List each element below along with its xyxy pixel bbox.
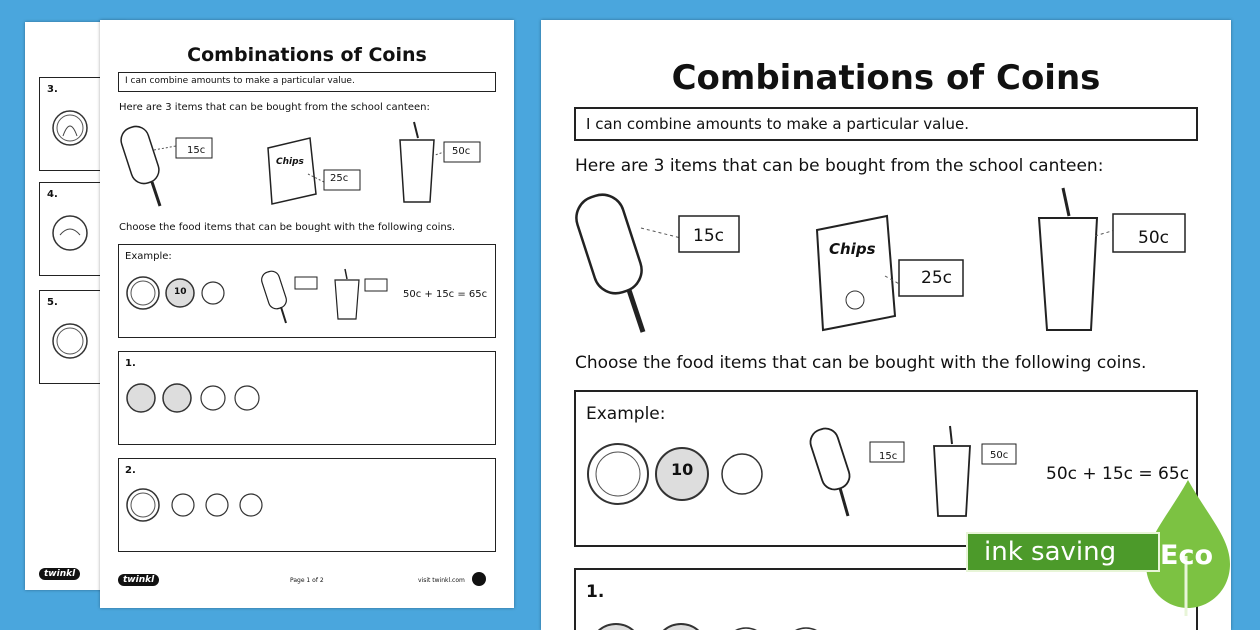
objective-text-large: I can combine amounts to make a particular value. [586, 115, 970, 133]
ice-block-price-small: 15c [879, 451, 898, 462]
example-box [118, 244, 496, 338]
cola-price: 50c [452, 146, 471, 157]
ice-block-icon [118, 120, 228, 210]
question-3-number: 3. [47, 84, 58, 95]
coin-icon [50, 321, 90, 361]
ten-coin-value-large: 10 [671, 460, 694, 479]
twinkl-logo: twinkl [118, 574, 159, 586]
objective-text: I can combine amounts to make a particular value. [125, 76, 355, 86]
cola-icon [392, 120, 502, 215]
cola-price-small: 50c [990, 450, 1009, 461]
question-1-number-large: 1. [586, 582, 605, 602]
chips-label: Chips [276, 157, 304, 167]
page-title: Combinations of Coins [187, 44, 427, 66]
instruction-text: Choose the food items that can be bought with the following coins. [119, 222, 456, 233]
cola-icon [1027, 186, 1197, 336]
coin-icon [586, 620, 846, 630]
intro-text: Here are 3 items that can be bought from the school canteen: [119, 102, 430, 113]
chips-price: 25c [330, 173, 349, 184]
coin-icon [125, 382, 285, 422]
example-equation-large: 50c + 15c = 65c [1046, 464, 1190, 484]
question-2-number: 2. [125, 465, 136, 476]
ice-block-price: 15c [187, 145, 206, 156]
coin-icon [50, 108, 90, 148]
example-equation: 50c + 15c = 65c [403, 289, 488, 300]
chips-label-large: Chips [829, 240, 876, 258]
small-page [100, 20, 514, 608]
intro-text-large: Here are 3 items that can be bought from the school canteen: [575, 156, 1104, 176]
objective-box [118, 72, 496, 92]
chips-price-large: 25c [921, 268, 952, 288]
chips-icon [799, 192, 979, 342]
question-2-box [118, 458, 496, 552]
question-5-number: 5. [47, 297, 58, 308]
ten-coin-value: 10 [174, 287, 187, 297]
page-number: Page 1 of 2 [290, 577, 324, 584]
site-url: visit twinkl.com [418, 577, 465, 584]
twinkl-logo: twinkl [39, 568, 80, 580]
example-label-large: Example: [586, 404, 666, 424]
ice-block-icon [259, 267, 329, 337]
badge-logo [472, 572, 486, 586]
ink-saving-banner [966, 532, 1160, 572]
objective-box-large [574, 107, 1198, 141]
ice-block-icon [571, 186, 751, 336]
chips-icon [258, 124, 368, 214]
coin-icon [125, 487, 285, 531]
ink-saving-text: ink saving [984, 537, 1117, 567]
cola-price-large: 50c [1138, 228, 1169, 248]
page-title-large: Combinations of Coins [671, 58, 1101, 98]
question-4-number: 4. [47, 189, 58, 200]
eco-text: Eco [1160, 540, 1213, 571]
ink-saving-badge [966, 476, 1258, 616]
ice-block-icon [808, 424, 908, 524]
instruction-text-large: Choose the food items that can be bought with the following coins. [575, 353, 1147, 373]
coin-icon [50, 213, 90, 253]
question-1-number: 1. [125, 358, 136, 369]
example-label: Example: [125, 251, 172, 262]
ice-block-price-large: 15c [693, 226, 724, 246]
cola-icon [331, 267, 401, 337]
question-1-box [118, 351, 496, 445]
